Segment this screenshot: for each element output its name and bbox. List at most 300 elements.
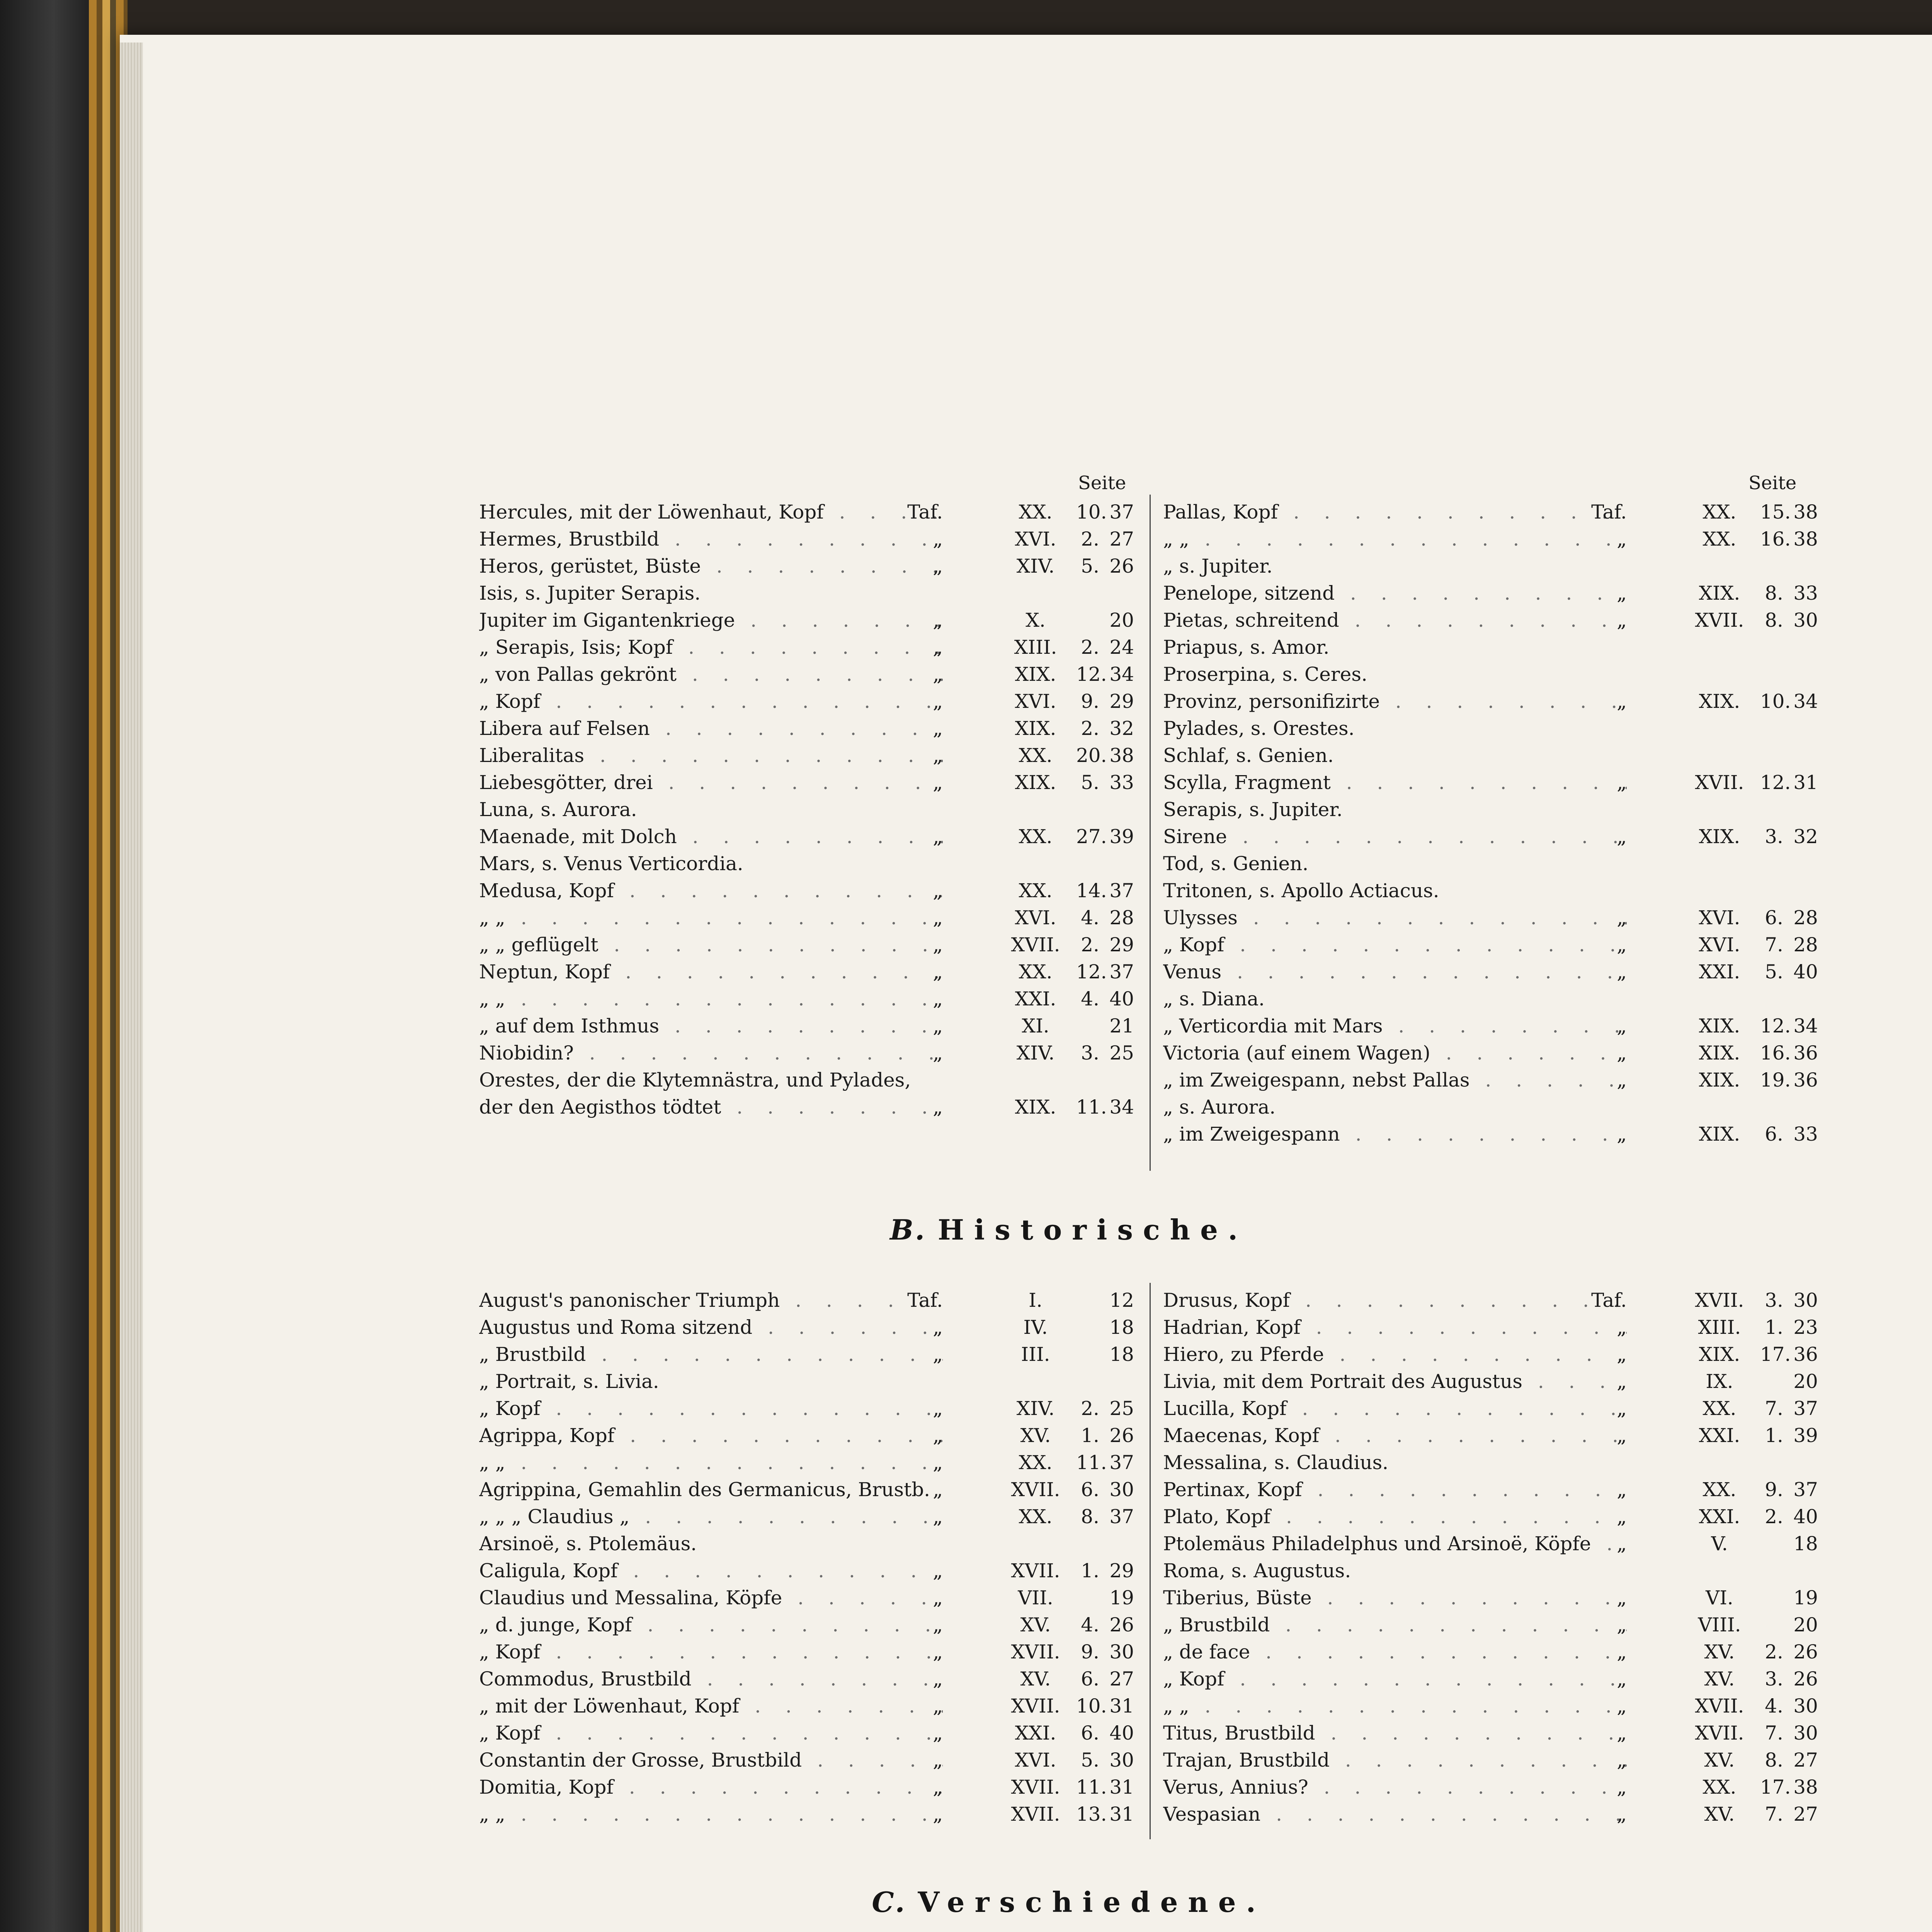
index-entry [1163, 1368, 1820, 1395]
entry-page-number: 37 [1109, 501, 1134, 523]
entry-plate: XIX. [1015, 771, 1056, 794]
entry-figure-number: 1. [1081, 1424, 1099, 1447]
entry-name: Libera auf Felsen . . . [479, 715, 943, 742]
entry-page-number: 37 [1793, 1478, 1818, 1501]
entry-page-number: 38 [1793, 501, 1818, 523]
entry-page-number: 39 [1793, 1424, 1818, 1447]
entry-name: „ Brustbild . . . [1163, 1611, 1627, 1638]
entry-plate: XVI. [1015, 690, 1056, 713]
entry-figure-number: 1. [1765, 1316, 1783, 1338]
entry-taf-marker: „ [933, 1695, 943, 1717]
entry-taf-marker: „ [1617, 934, 1627, 956]
index-entry [1163, 1449, 1820, 1476]
entry-taf-marker: „ [1617, 1722, 1627, 1744]
entry-page-number: 27 [1109, 1668, 1134, 1690]
entry-figure-number: 2. [1081, 934, 1099, 956]
entry-page-number: 28 [1793, 906, 1818, 929]
entry-taf-marker: „ [933, 717, 943, 740]
entry-plate: XVII. [1695, 1722, 1744, 1744]
entry-taf-marker: „ [933, 1096, 943, 1118]
entry-taf-marker: „ [1617, 771, 1627, 794]
entry-page-number: 40 [1793, 961, 1818, 983]
index-entry [1163, 1066, 1820, 1094]
entry-taf-marker: „ [933, 636, 943, 658]
entry-page-number: 26 [1793, 1668, 1818, 1690]
entry-plate: XV. [1704, 1749, 1735, 1771]
entry-taf-marker: „ [1617, 1397, 1627, 1420]
entry-figure-number: 9. [1765, 1478, 1783, 1501]
entry-name: „ im Zweigespann . . . [1163, 1121, 1627, 1148]
entry-plate: XIX. [1699, 1015, 1740, 1037]
entry-taf-marker: „ [933, 1749, 943, 1771]
seite-header-right: Seite [1748, 472, 1797, 494]
index-entry [1163, 1503, 1820, 1530]
index-entry [479, 1314, 1136, 1341]
entry-name: Orestes, der die Klytemnästra, und Pylades, [479, 1069, 911, 1091]
entry-figure-number: 6. [1081, 1478, 1099, 1501]
entry-page-number: 39 [1109, 825, 1134, 848]
entry-taf-marker: „ [1617, 1695, 1627, 1717]
entry-taf-marker: „ [1617, 1749, 1627, 1771]
entry-name: „ „ geflügelt . . . [479, 931, 943, 958]
entry-plate: VIII. [1698, 1614, 1741, 1636]
index-entry [479, 1039, 1136, 1066]
entry-figure-number: 2. [1081, 1397, 1099, 1420]
index-entry [1163, 526, 1820, 553]
entry-plate: XVII. [1011, 1560, 1060, 1582]
entry-name: Provinz, personifizirte . . . [1163, 688, 1627, 715]
entry-taf-marker: „ [933, 1803, 943, 1825]
entry-page-number: 20 [1109, 609, 1134, 631]
entry-taf-marker: „ [1617, 906, 1627, 929]
entry-plate: XIX. [1699, 690, 1740, 713]
entry-figure-number: 16. [1760, 1042, 1791, 1064]
entry-name: „ d. junge, Kopf . . . [479, 1611, 943, 1638]
index-entry [479, 1638, 1136, 1665]
entry-plate: XIX. [1015, 663, 1056, 685]
entry-figure-number: 6. [1081, 1668, 1099, 1690]
index-entry [1163, 607, 1820, 634]
entry-page-number: 18 [1109, 1343, 1134, 1366]
entry-page-number: 19 [1109, 1587, 1134, 1609]
entry-page-number: 26 [1109, 1614, 1134, 1636]
entry-plate: XVII. [1695, 1289, 1744, 1311]
entry-taf-marker: „ [933, 1424, 943, 1447]
entry-plate: XVII. [1011, 1641, 1060, 1663]
entry-page-number: 31 [1793, 771, 1818, 794]
entry-name: Isis, s. Jupiter Serapis. [479, 582, 701, 604]
entry-name: Scylla, Fragment . . . [1163, 769, 1627, 796]
index-entry [479, 931, 1136, 958]
entry-figure-number: 4. [1765, 1695, 1783, 1717]
entry-page-number: 33 [1109, 771, 1134, 794]
index-entry [479, 1611, 1136, 1638]
index-entry [479, 526, 1136, 553]
index-entry [479, 796, 1136, 823]
entry-name: „ „ . . . [1163, 1692, 1627, 1719]
entry-name: Commodus, Brustbild . . . [479, 1665, 943, 1692]
entry-taf-marker: „ [933, 1614, 943, 1636]
index-entry [1163, 715, 1820, 742]
entry-page-number: 34 [1109, 663, 1134, 685]
entry-name: Augustus und Roma sitzend . . . [479, 1314, 943, 1341]
entry-plate: V. [1711, 1532, 1728, 1555]
entry-page-number: 29 [1109, 934, 1134, 956]
entry-name: Arsinoë, s. Ptolemäus. [479, 1532, 697, 1555]
index-entry [1163, 1719, 1820, 1747]
entry-figure-number: 6. [1765, 1123, 1783, 1145]
entry-name: „ Kopf . . . [479, 1638, 943, 1665]
entry-plate: XV. [1020, 1424, 1051, 1447]
entry-name: Ptolemäus Philadelphus und Arsinoë, Köpfe . . . [1163, 1530, 1627, 1557]
index-entry [479, 1557, 1136, 1584]
entry-name: August's panonischer Triumph . . . [479, 1287, 943, 1314]
entry-page-number: 23 [1793, 1316, 1818, 1338]
entry-plate: XXI. [1699, 961, 1740, 983]
index-entry [479, 1503, 1136, 1530]
index-entry [479, 1422, 1136, 1449]
entry-name: Hermes, Brustbild . . . [479, 526, 943, 553]
entry-figure-number: 4. [1081, 1614, 1099, 1636]
entry-page-number: 36 [1793, 1343, 1818, 1366]
entry-taf-marker: „ [933, 1587, 943, 1609]
index-entry [1163, 904, 1820, 931]
index-entry [479, 607, 1136, 634]
index-entry [1163, 742, 1820, 769]
entry-taf-marker: Taf. [1591, 501, 1627, 523]
index-entry [479, 1692, 1136, 1719]
index-entry [1163, 1638, 1820, 1665]
index-entry [1163, 688, 1820, 715]
entry-figure-number: 20. [1076, 744, 1107, 767]
entry-name: Trajan, Brustbild . . . [1163, 1747, 1627, 1774]
entry-name: Lucilla, Kopf . . . [1163, 1395, 1627, 1422]
index-entry [1163, 1422, 1820, 1449]
index-entry [479, 498, 1136, 526]
index-entry [479, 661, 1136, 688]
index-entry [479, 1395, 1136, 1422]
entry-taf-marker: „ [933, 988, 943, 1010]
entry-taf-marker: „ [933, 825, 943, 848]
entry-name: „ mit der Löwenhaut, Kopf . . . [479, 1692, 943, 1719]
entry-figure-number: 16. [1760, 528, 1791, 550]
entry-name: „ Kopf . . . [479, 1719, 943, 1747]
entry-page-number: 25 [1109, 1042, 1134, 1064]
entry-taf-marker: „ [933, 1042, 943, 1064]
entry-figure-number: 4. [1081, 906, 1099, 929]
index-entry [1163, 1801, 1820, 1828]
index-entry [479, 580, 1136, 607]
entry-page-number: 24 [1109, 636, 1134, 658]
index-entry [1163, 769, 1820, 796]
entry-plate: XXI. [1699, 1505, 1740, 1528]
entry-name: Tritonen, s. Apollo Actiacus. [1163, 879, 1439, 902]
entry-figure-number: 6. [1765, 906, 1783, 929]
entry-figure-number: 8. [1765, 609, 1783, 631]
entry-plate: XI. [1022, 1015, 1049, 1037]
entry-taf-marker: „ [933, 1722, 943, 1744]
entry-plate: XV. [1020, 1614, 1051, 1636]
entry-plate: XIX. [1015, 717, 1056, 740]
section-title-verschiedene [0, 1886, 1932, 1918]
entry-page-number: 18 [1109, 1316, 1134, 1338]
section-letter-b: B. [890, 1213, 926, 1246]
entry-figure-number: 3. [1765, 1289, 1783, 1311]
entry-plate: XVI. [1699, 906, 1740, 929]
entry-taf-marker: „ [933, 663, 943, 685]
index-entry [1163, 1611, 1820, 1638]
index-entry [1163, 1121, 1820, 1148]
section-name-c: Verschiedene. [918, 1886, 1266, 1918]
entry-figure-number: 11. [1076, 1451, 1107, 1474]
entry-page-number: 27 [1109, 528, 1134, 550]
entry-figure-number: 9. [1081, 690, 1099, 713]
index-entry [479, 850, 1136, 877]
entry-name: Vespasian . . . [1163, 1801, 1627, 1828]
entry-taf-marker: „ [933, 771, 943, 794]
entry-plate: XIII. [1014, 636, 1057, 658]
index-entry [479, 985, 1136, 1012]
entry-taf-marker: „ [1617, 1478, 1627, 1501]
entry-taf-marker: „ [1617, 1641, 1627, 1663]
entry-figure-number: 6. [1081, 1722, 1099, 1744]
entry-plate: VI. [1706, 1587, 1733, 1609]
index-entry [1163, 1287, 1820, 1314]
entry-page-number: 30 [1793, 1695, 1818, 1717]
index-entry [479, 1530, 1136, 1557]
entry-taf-marker: Taf. [907, 1289, 943, 1311]
index-entry [479, 1774, 1136, 1801]
entry-taf-marker: „ [933, 879, 943, 902]
entry-page-number: 28 [1109, 906, 1134, 929]
index-entry [479, 553, 1136, 580]
index-entry [479, 1094, 1136, 1121]
entry-page-number: 26 [1109, 555, 1134, 577]
index-entry [1163, 1530, 1820, 1557]
entry-figure-number: 2. [1081, 636, 1099, 658]
index-entry [1163, 661, 1820, 688]
entry-name: Pylades, s. Orestes. [1163, 717, 1355, 740]
entry-page-number: 38 [1793, 528, 1818, 550]
entry-name: Maenade, mit Dolch . . . [479, 823, 943, 850]
index-entry [1163, 1341, 1820, 1368]
entry-figure-number: 4. [1081, 988, 1099, 1010]
index-entry [1163, 1774, 1820, 1801]
entry-figure-number: 2. [1765, 1641, 1783, 1663]
entry-page-number: 20 [1793, 1370, 1818, 1393]
entry-name: Proserpina, s. Ceres. [1163, 663, 1367, 685]
entry-plate: XX. [1019, 1451, 1053, 1474]
entry-plate: XV. [1704, 1803, 1735, 1825]
entry-name: „ „ . . . [479, 904, 943, 931]
entry-plate: XX. [1019, 744, 1053, 767]
entry-plate: XXI. [1015, 988, 1056, 1010]
entry-taf-marker: „ [933, 1451, 943, 1474]
entry-figure-number: 3. [1765, 825, 1783, 848]
entry-name: „ s. Aurora. [1163, 1096, 1276, 1118]
entry-taf-marker: „ [933, 1478, 943, 1501]
entry-figure-number: 7. [1765, 1722, 1783, 1744]
entry-plate: XX. [1019, 501, 1053, 523]
entry-figure-number: 10. [1076, 501, 1107, 523]
entry-taf-marker: „ [1617, 582, 1627, 604]
entry-figure-number: 12. [1760, 1015, 1791, 1037]
index-entry [1163, 1094, 1820, 1121]
entry-name: Venus . . . [1163, 958, 1627, 985]
index-entry [479, 1665, 1136, 1692]
entry-page-number: 32 [1109, 717, 1134, 740]
entry-name: Ulysses . . . [1163, 904, 1627, 931]
entry-name: Titus, Brustbild . . . [1163, 1719, 1627, 1747]
entry-taf-marker: „ [1617, 609, 1627, 631]
entry-figure-number: 17. [1760, 1343, 1791, 1366]
entry-plate: XVII. [1011, 1803, 1060, 1825]
entry-name: „ von Pallas gekrönt . . . [479, 661, 943, 688]
index-entry [479, 1747, 1136, 1774]
entry-name: „ s. Diana. [1163, 988, 1265, 1010]
index-entry [1163, 634, 1820, 661]
entry-name: Hadrian, Kopf . . . [1163, 1314, 1627, 1341]
entry-name: Plato, Kopf . . . [1163, 1503, 1627, 1530]
index-entry [1163, 498, 1820, 526]
entry-name: Luna, s. Aurora. [479, 798, 637, 821]
index-entry [479, 958, 1136, 985]
entry-name: Neptun, Kopf . . . [479, 958, 943, 985]
entry-taf-marker: „ [1617, 1803, 1627, 1825]
index-entry [479, 1476, 1136, 1503]
entry-taf-marker: „ [1617, 1015, 1627, 1037]
entry-name: „ Brustbild . . . [479, 1341, 943, 1368]
entry-name: „ auf dem Isthmus . . . [479, 1012, 943, 1039]
entry-taf-marker: „ [933, 1397, 943, 1420]
entry-name: „ „ „ Claudius „ . . . [479, 1503, 943, 1530]
entry-name: „ „ . . . [479, 1449, 943, 1476]
entry-name: Tod, s. Genien. [1163, 852, 1309, 875]
entry-taf-marker: „ [933, 1343, 943, 1366]
entry-page-number: 37 [1109, 961, 1134, 983]
entry-page-number: 36 [1793, 1069, 1818, 1091]
entry-plate: XX. [1702, 501, 1736, 523]
entry-plate: VII. [1018, 1587, 1053, 1609]
section-a-left-column [479, 498, 1136, 1121]
entry-page-number: 30 [1109, 1749, 1134, 1771]
index-entry [1163, 1584, 1820, 1611]
entry-plate: XVII. [1011, 934, 1060, 956]
entry-page-number: 34 [1793, 690, 1818, 713]
entry-figure-number: 11. [1076, 1096, 1107, 1118]
entry-taf-marker: „ [933, 690, 943, 713]
entry-taf-marker: „ [933, 906, 943, 929]
entry-name: Verus, Annius? . . . [1163, 1774, 1627, 1801]
index-entry [479, 1066, 1136, 1094]
index-entry [1163, 1012, 1820, 1039]
entry-taf-marker: „ [1617, 690, 1627, 713]
entry-plate: XIX. [1699, 1123, 1740, 1145]
entry-plate: III. [1021, 1343, 1050, 1366]
index-entry [1163, 1314, 1820, 1341]
entry-page-number: 31 [1109, 1803, 1134, 1825]
index-entry [1163, 1692, 1820, 1719]
entry-figure-number: 8. [1081, 1505, 1099, 1528]
index-entry [1163, 985, 1820, 1012]
entry-plate: XVII. [1011, 1776, 1060, 1798]
entry-name: Jupiter im Gigantenkriege . . . [479, 607, 943, 634]
entry-figure-number: 1. [1765, 1424, 1783, 1447]
index-entry [1163, 958, 1820, 985]
entry-taf-marker: „ [933, 1641, 943, 1663]
entry-taf-marker: „ [1617, 961, 1627, 983]
index-entry [1163, 580, 1820, 607]
entry-name: der den Aegisthos tödtet . . . [479, 1094, 943, 1121]
entry-name: Priapus, s. Amor. [1163, 636, 1330, 658]
column-divider-b [1150, 1283, 1151, 1839]
entry-taf-marker: „ [933, 555, 943, 577]
entry-page-number: 30 [1109, 1641, 1134, 1663]
entry-page-number: 38 [1109, 744, 1134, 767]
entry-figure-number: 12. [1076, 663, 1107, 685]
entry-plate: XX. [1702, 1478, 1736, 1501]
entry-name: Agrippina, Gemahlin des Germanicus, Brustb. . . . [479, 1476, 943, 1503]
entry-name: Caligula, Kopf . . . [479, 1557, 943, 1584]
entry-plate: XXI. [1015, 1722, 1056, 1744]
entry-figure-number: 2. [1081, 528, 1099, 550]
entry-page-number: 25 [1109, 1397, 1134, 1420]
index-entry [1163, 1039, 1820, 1066]
entry-name: Constantin der Grosse, Brustbild . . . [479, 1747, 943, 1774]
entry-page-number: 33 [1793, 1123, 1818, 1145]
index-entry [479, 634, 1136, 661]
entry-figure-number: 19. [1760, 1069, 1791, 1091]
entry-name: „ de face . . . [1163, 1638, 1627, 1665]
entry-name: Hiero, zu Pferde . . . [1163, 1341, 1627, 1368]
entry-name: Mars, s. Venus Verticordia. [479, 852, 743, 875]
entry-taf-marker: „ [933, 1505, 943, 1528]
entry-page-number: 37 [1793, 1397, 1818, 1420]
entry-page-number: 30 [1793, 1722, 1818, 1744]
entry-page-number: 31 [1109, 1695, 1134, 1717]
entry-plate: XX. [1019, 879, 1053, 902]
entry-plate: XIII. [1698, 1316, 1741, 1338]
entry-plate: IX. [1706, 1370, 1733, 1393]
entry-figure-number: 2. [1765, 1505, 1783, 1528]
section-name-b: Historische. [937, 1213, 1248, 1246]
entry-name: „ Kopf . . . [479, 688, 943, 715]
entry-name: Liebesgötter, drei . . . [479, 769, 943, 796]
entry-taf-marker: „ [1617, 1370, 1627, 1393]
section-letter-c: C. [872, 1886, 906, 1918]
entry-figure-number: 7. [1765, 1803, 1783, 1825]
entry-plate: XVII. [1011, 1695, 1060, 1717]
entry-figure-number: 7. [1765, 934, 1783, 956]
entry-plate: XIV. [1016, 1042, 1055, 1064]
entry-plate: XVII. [1695, 609, 1744, 631]
entry-name: Schlaf, s. Genien. [1163, 744, 1334, 767]
entry-plate: XX. [1019, 961, 1053, 983]
entry-name: Pertinax, Kopf . . . [1163, 1476, 1627, 1503]
entry-taf-marker: „ [933, 609, 943, 631]
entry-figure-number: 9. [1081, 1641, 1099, 1663]
entry-name: Maecenas, Kopf . . . [1163, 1422, 1627, 1449]
entry-plate: XV. [1704, 1641, 1735, 1663]
entry-figure-number: 12. [1076, 961, 1107, 983]
book-board [0, 0, 89, 1932]
entry-plate: XV. [1704, 1668, 1735, 1690]
entry-page-number: 27 [1793, 1803, 1818, 1825]
entry-taf-marker: „ [933, 961, 943, 983]
entry-taf-marker: „ [933, 528, 943, 550]
entry-taf-marker: „ [1617, 1532, 1627, 1555]
entry-name: Roma, s. Augustus. [1163, 1560, 1351, 1582]
